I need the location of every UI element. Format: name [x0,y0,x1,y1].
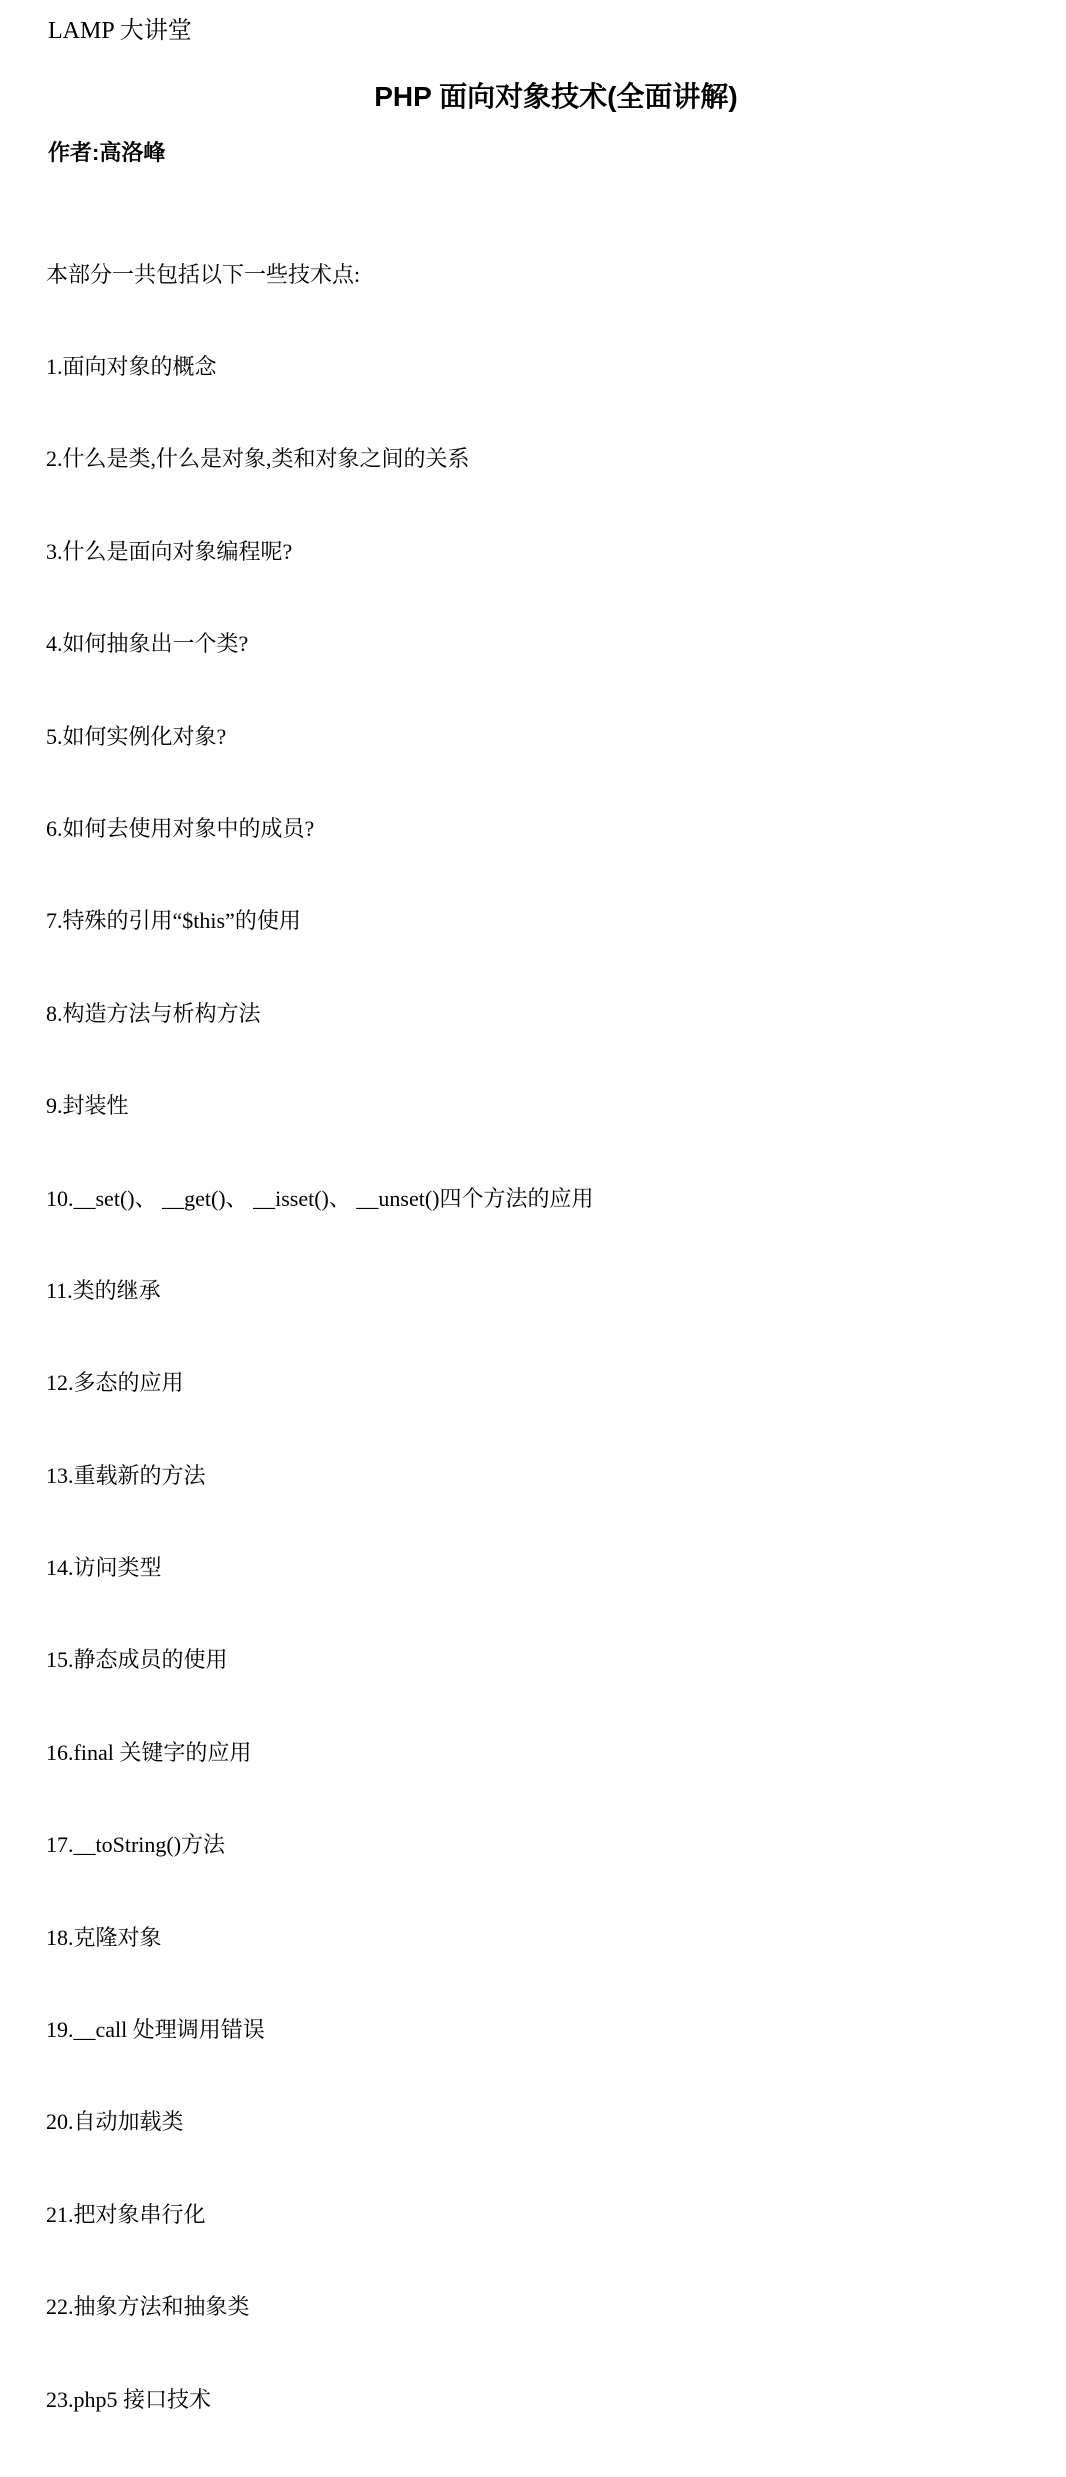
topic-item-11: 11.类的继承 [46,1277,161,1303]
topic-item-4: 4.如何抽象出一个类? [46,631,249,657]
topic-item-17: 17.__toString()方法 [46,1832,226,1858]
topic-item-16: 16.final 关键字的应用 [46,1739,252,1765]
topic-item-10: 10.__set()、 __get()、 __isset()、 __unset()四个方法的应用 [46,1185,594,1211]
intro-line: 本部分一共包括以下一些技术点: [46,261,361,287]
topic-item-13: 13.重载新的方法 [46,1462,206,1488]
topic-item-14: 14.访问类型 [46,1555,162,1581]
topic-item-1: 1.面向对象的概念 [46,353,217,379]
author-line: 作者:高洛峰 [48,140,166,165]
topic-item-3: 3.什么是面向对象编程呢? [46,538,293,564]
topic-item-18: 18.克隆对象 [46,1924,162,1950]
document-title: PHP 面向对象技术(全面讲解) [374,81,738,112]
topic-item-5: 5.如何实例化对象? [46,723,227,749]
topic-item-7: 7.特殊的引用“$this”的使用 [46,908,301,934]
topic-item-19: 19.__call 处理调用错误 [46,2017,265,2043]
topics-section [46,198,1066,2477]
topic-item-9: 9.封装性 [46,1093,129,1119]
topic-item-8: 8.构造方法与析构方法 [46,1000,261,1026]
topic-item-20: 20.自动加载类 [46,2109,184,2135]
topic-item-22: 22.抽象方法和抽象类 [46,2294,250,2320]
topic-item-21: 21.把对象串行化 [46,2201,206,2227]
topic-item-2: 2.什么是类,什么是对象,类和对象之间的关系 [46,446,470,472]
topic-item-6: 6.如何去使用对象中的成员? [46,815,315,841]
topic-item-12: 12.多态的应用 [46,1370,184,1396]
document-header: LAMP 大讲堂 [48,18,192,44]
topic-item-23: 23.php5 接口技术 [46,2386,212,2412]
topic-item-15: 15.静态成员的使用 [46,1647,228,1673]
